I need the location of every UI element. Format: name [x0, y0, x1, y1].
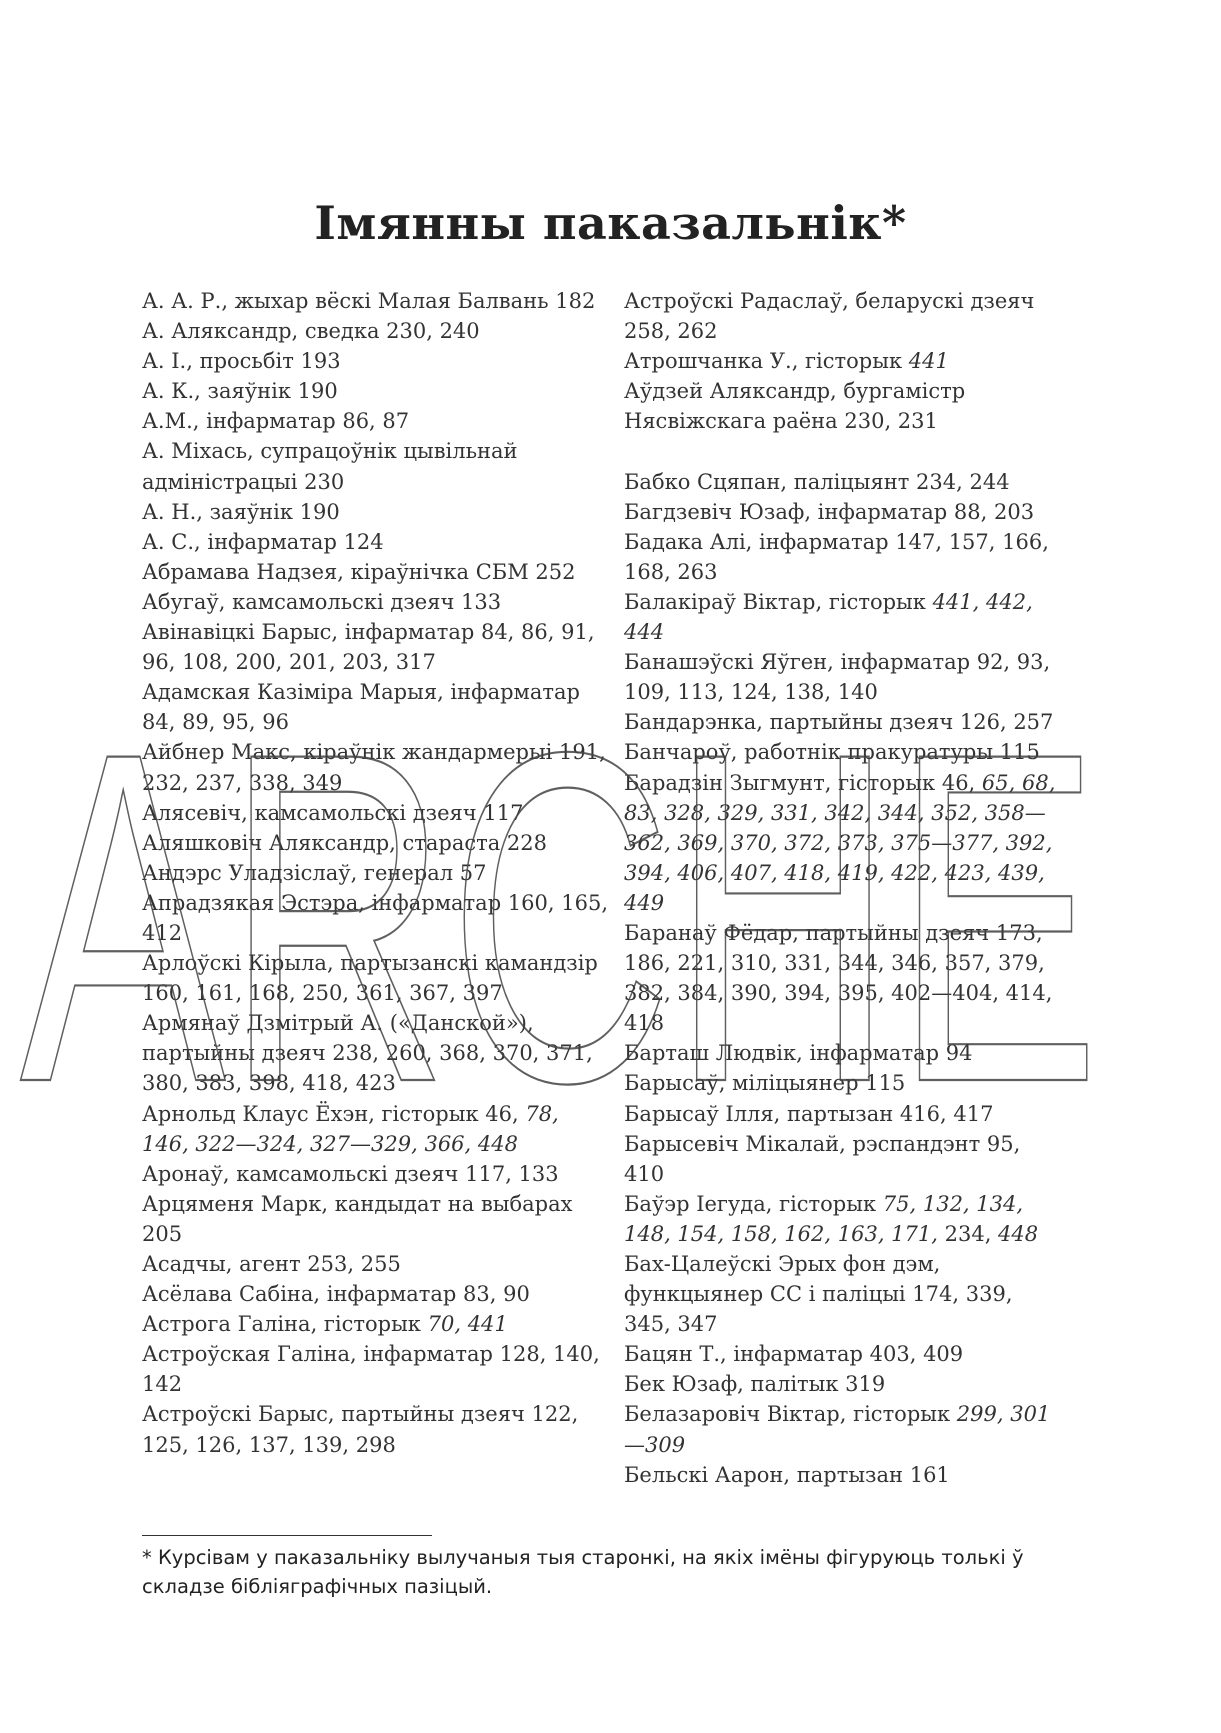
index-entry	[624, 587, 1064, 647]
entry-text: А. Аляксандр, сведка 230, 240	[142, 319, 480, 344]
index-entry	[142, 406, 612, 436]
index-entry	[624, 1369, 1064, 1399]
entry-text: А. К., заяўнік 190	[142, 379, 338, 404]
entry-bibliographic-pages: 70, 441	[427, 1312, 508, 1337]
entry-text: Балакіраў Віктар, гісторык	[624, 589, 933, 614]
index-entry	[142, 527, 612, 557]
index-entry	[142, 316, 612, 346]
index-entry	[142, 346, 612, 376]
page-title: Імянны паказальнік*	[314, 196, 907, 250]
entry-pages: 234,	[937, 1221, 999, 1246]
index-entry	[142, 497, 612, 527]
entry-bibliographic-pages: 448	[998, 1221, 1039, 1246]
index-entry	[624, 346, 1064, 376]
index-entry	[142, 1279, 612, 1309]
index-entry	[624, 286, 1064, 346]
index-entry	[142, 376, 612, 406]
entry-text: Барысаў Ілля, партызан 416, 417	[624, 1101, 994, 1126]
entry-text: Бельскі Аарон, партызан 161	[624, 1462, 950, 1487]
entry-text: Асёлава Сабіна, інфарматар 83, 90	[142, 1282, 530, 1307]
entry-text: Апрадзякая Эстэра, інфарматар 160, 165, 412	[142, 890, 608, 945]
index-entry	[624, 918, 1064, 1038]
entry-text: Астроўскі Барыс, партыйны дзеяч 122, 125, 126, 137, 139, 298	[142, 1402, 579, 1457]
index-entry	[142, 798, 612, 828]
entry-text: Асадчы, агент 253, 255	[142, 1252, 401, 1276]
index-entry	[142, 737, 612, 797]
index-entry	[142, 888, 612, 948]
footnote: * Курсівам у паказальніку вылучаныя тыя старонкі, на якіх імёны фігуруюць толькі ў складзе бібліяграфічных пазіцый.	[142, 1546, 1024, 1598]
watermark-text: ARCHE	[20, 655, 1100, 1180]
entry-text: Астрога Галіна, гісторык	[142, 1312, 428, 1337]
entry-text: Банашэўскі Яўген, інфарматар 92, 93, 109, 113, 124, 138, 140	[624, 650, 1051, 705]
entry-bibliographic-pages: 441	[908, 349, 949, 374]
index-entry	[142, 1249, 612, 1279]
index-entry	[624, 647, 1064, 707]
entry-text: Аронаў, камсамольскі дзеяч 117, 133	[142, 1161, 559, 1186]
entry-bibliographic-pages: 441, 442, 444	[624, 589, 1033, 645]
index-entry	[624, 527, 1064, 587]
index-entry	[624, 1249, 1064, 1339]
entry-text: А. С., інфарматар 124	[142, 529, 384, 554]
index-entry	[624, 737, 1064, 767]
entry-text: Бацян Т., інфарматар 403, 409	[624, 1342, 964, 1367]
entry-bibliographic-pages: 299, 301—309	[624, 1402, 1051, 1457]
entry-text: Баўэр Іегуда, гісторык	[624, 1191, 883, 1216]
entry-text: Абугаў, камсамольскі дзеяч 133	[142, 589, 502, 614]
entry-text: Бандарэнка, партыйны дзеяч 126, 257	[624, 710, 1054, 735]
index-entry	[142, 436, 612, 496]
index-entry	[142, 858, 612, 888]
entry-text: Бек Юзаф, палітык 319	[624, 1372, 886, 1397]
footnote-divider	[142, 1535, 432, 1536]
index-column-left	[142, 286, 612, 1460]
entry-text: Андэрс Уладзіслаў, генерал 57	[142, 860, 487, 885]
entry-text: Барадзін Зыгмунт, гісторык 46,	[624, 770, 982, 795]
index-entry	[142, 557, 612, 587]
index-entry	[142, 948, 612, 1008]
entry-text: Барысевіч Мікалай, рэспандэнт 95, 410	[624, 1131, 1021, 1186]
index-entry	[142, 1099, 612, 1159]
letter-group-gap	[624, 436, 1064, 466]
entry-bibliographic-pages: 78, 146, 322—324, 327—329, 366, 448	[142, 1101, 559, 1156]
index-column-right	[624, 286, 1064, 1490]
index-entry	[624, 1038, 1064, 1068]
index-entry	[624, 1129, 1064, 1189]
index-entry	[624, 768, 1064, 918]
entry-text: Авінавіцкі Барыс, інфарматар 84, 86, 91, 96, 108, 200, 201, 203, 317	[142, 620, 595, 675]
entry-bibliographic-pages: 65, 68, 83, 328, 329, 331, 342, 344, 352, 358—362, 369, 370, 372, 373, 375—377, 392, 394, 406, 407, 418, 419, 422, 423, 439, 449	[624, 770, 1056, 915]
entry-text: Абрамава Надзея, кіраўнічка СБМ 252	[142, 559, 576, 584]
entry-text: Аўдзей Аляксандр, бургамістр Нясвіжскага раёна 230, 231	[624, 379, 966, 434]
index-entry	[142, 1189, 612, 1249]
entry-text: Айбнер Макс, кіраўнік жандармерыі 191, 232, 237, 338, 349	[142, 740, 606, 795]
index-entry	[142, 1399, 612, 1459]
entry-text: Баранаў Фёдар, партыйны дзеяч 173, 186, 221, 310, 331, 344, 346, 357, 379, 382, 384, 390, 394, 395, 402—404, 414, 418	[624, 920, 1053, 1036]
index-entry	[142, 828, 612, 858]
entry-text: Бабко Сцяпан, паліцыянт 234, 244	[624, 469, 1010, 494]
index-entry	[624, 1460, 1064, 1490]
index-entry	[142, 286, 612, 316]
entry-text: Армянаў Дзмітрый А. («Данской»), партыйны дзеяч 238, 260, 368, 370, 371, 380, 383, 398, 418, 423	[142, 1011, 593, 1096]
index-entry	[142, 617, 612, 677]
index-entry	[142, 1159, 612, 1189]
entry-text: А. Міхась, супрацоўнік цывільнай адміністрацыі 230	[142, 439, 518, 494]
index-entry	[624, 1189, 1064, 1249]
entry-text: Бах-Цалеўскі Эрых фон дэм, функцыянер СС і паліцыі 174, 339, 345, 347	[624, 1252, 1013, 1337]
index-entry	[142, 587, 612, 617]
entry-text: Астроўская Галіна, інфарматар 128, 140, 142	[142, 1342, 600, 1397]
entry-text: Арцяменя Марк, кандыдат на выбарах 205	[142, 1191, 573, 1246]
entry-text: А.М., інфарматар 86, 87	[142, 409, 410, 434]
entry-text: Алясевіч, камсамольскі дзеяч 117	[142, 800, 524, 825]
index-entry	[142, 1008, 612, 1098]
entry-text: А. А. Р., жыхар вёскі Малая Балвань 182	[142, 289, 596, 313]
entry-text: Барташ Людвік, інфарматар 94	[624, 1041, 973, 1066]
entry-text: А. І., просьбіт 193	[142, 349, 341, 374]
entry-text: Атрошчанка У., гісторык	[624, 349, 909, 374]
index-entry	[624, 707, 1064, 737]
entry-text: Аляшковіч Аляксандр, стараста 228	[142, 830, 548, 855]
index-entry	[624, 1068, 1064, 1098]
index-entry	[142, 1309, 612, 1339]
entry-text: Арнольд Клаус Ёхэн, гісторык 46,	[142, 1101, 526, 1126]
index-entry	[624, 1339, 1064, 1369]
entry-text: Барысаў, міліцыянер 115	[624, 1071, 906, 1096]
index-entry	[624, 497, 1064, 527]
index-entry	[624, 467, 1064, 497]
index-entry	[624, 1399, 1064, 1459]
entry-text: А. Н., заяўнік 190	[142, 499, 340, 524]
index-entry	[624, 1099, 1064, 1129]
entry-text: Астроўскі Радаслаў, беларускі дзеяч 258, 262	[624, 289, 1035, 344]
entry-text: Белазаровіч Віктар, гісторык	[624, 1402, 957, 1427]
index-entry	[142, 1339, 612, 1399]
index-entry	[624, 376, 1064, 436]
index-entry	[142, 677, 612, 737]
entry-bibliographic-pages: 75, 132, 134, 148, 154, 158, 162, 163, 171,	[624, 1191, 1024, 1246]
entry-text: Адамская Казіміра Марыя, інфарматар 84, 89, 95, 96	[142, 680, 580, 735]
entry-text: Арлоўскі Кірыла, партызанскі камандзір 160, 161, 168, 250, 361, 367, 397	[142, 951, 598, 1006]
entry-text: Банчароў, работнік пракуратуры 115	[624, 740, 1040, 765]
entry-text: Бадака Алі, інфарматар 147, 157, 166, 168, 263	[624, 529, 1049, 584]
entry-text: Багдзевіч Юзаф, інфарматар 88, 203	[624, 499, 1035, 524]
